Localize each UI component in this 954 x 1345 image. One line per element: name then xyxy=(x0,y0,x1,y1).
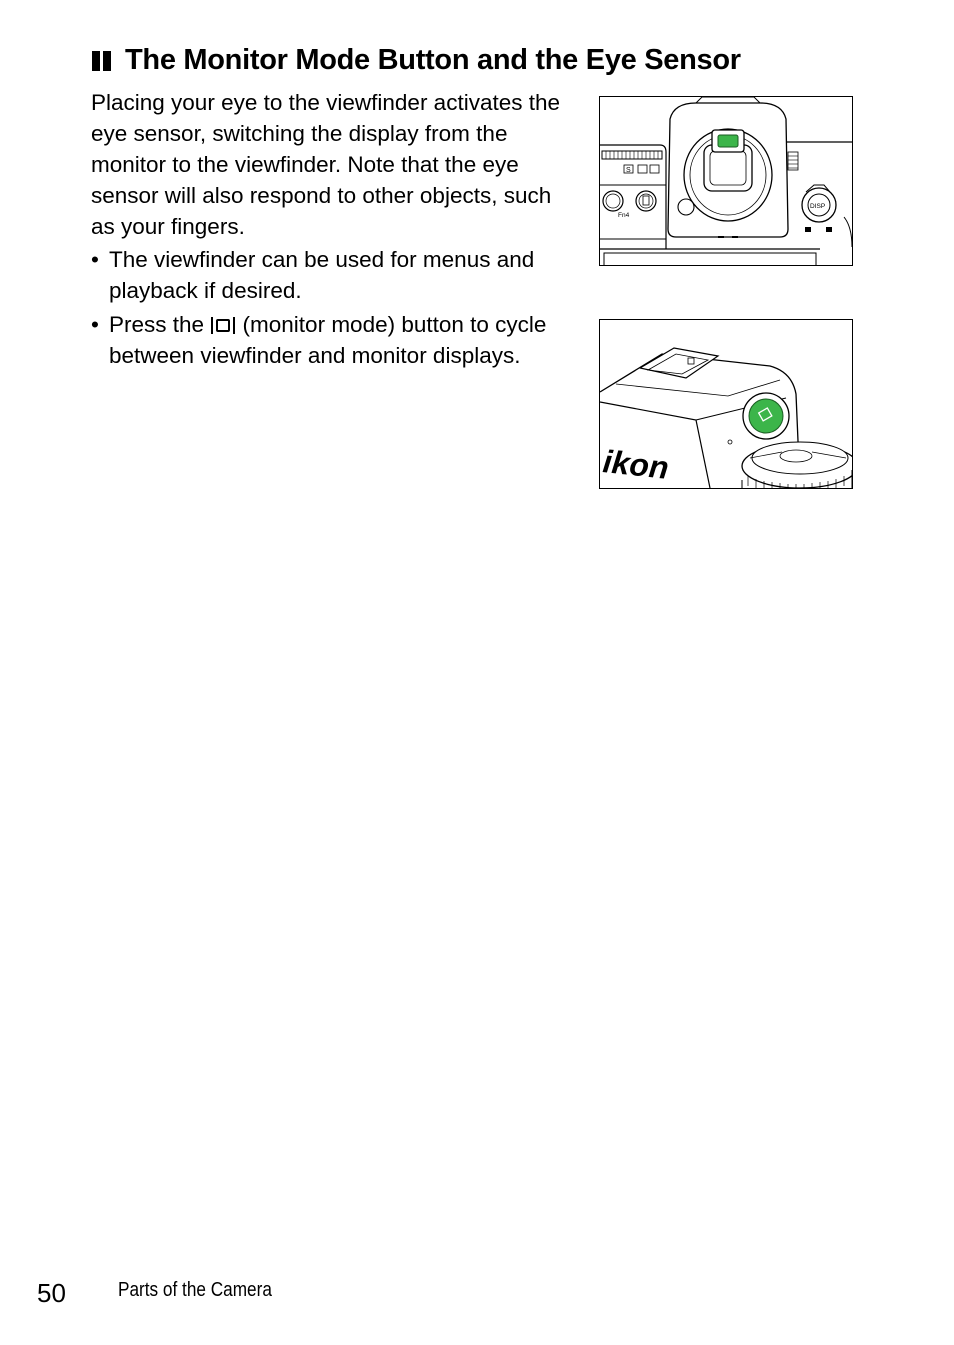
monitor-mode-icon xyxy=(211,317,235,334)
camera-top-drawing xyxy=(600,320,852,488)
bullet-item xyxy=(91,309,586,371)
bullet-text: The viewfinder can be used for menus and playback if desired. xyxy=(109,247,535,303)
bullet-item xyxy=(91,244,586,306)
footer-section-name: Parts of the Camera xyxy=(118,1279,272,1301)
bullet-text-after: (monitor mode) button to cycle between viewfinder and monitor displays. xyxy=(109,312,547,368)
page-number: 50 xyxy=(37,1278,66,1308)
bullet-list xyxy=(91,244,586,374)
heading-marker-icon xyxy=(92,51,111,71)
camera-back-drawing xyxy=(600,97,852,265)
section-heading xyxy=(92,44,741,77)
bullet-text-before: Press the xyxy=(109,312,211,337)
dial-s-label: S xyxy=(626,167,631,174)
camera-back-illustration xyxy=(599,96,853,266)
heading-title: The Monitor Mode Button and the Eye Sensor xyxy=(125,44,741,76)
camera-top-illustration xyxy=(599,319,853,489)
brand-logo: ikon xyxy=(601,443,671,486)
intro-paragraph: Placing your eye to the viewfinder activates the eye sensor, switching the display from the monitor to the viewfinder. Note that the eye sensor will also respond to other objects, such as your fingers. xyxy=(91,90,561,239)
disp-label: DISP xyxy=(810,203,826,210)
fn4-label: Fn4 xyxy=(618,212,630,219)
